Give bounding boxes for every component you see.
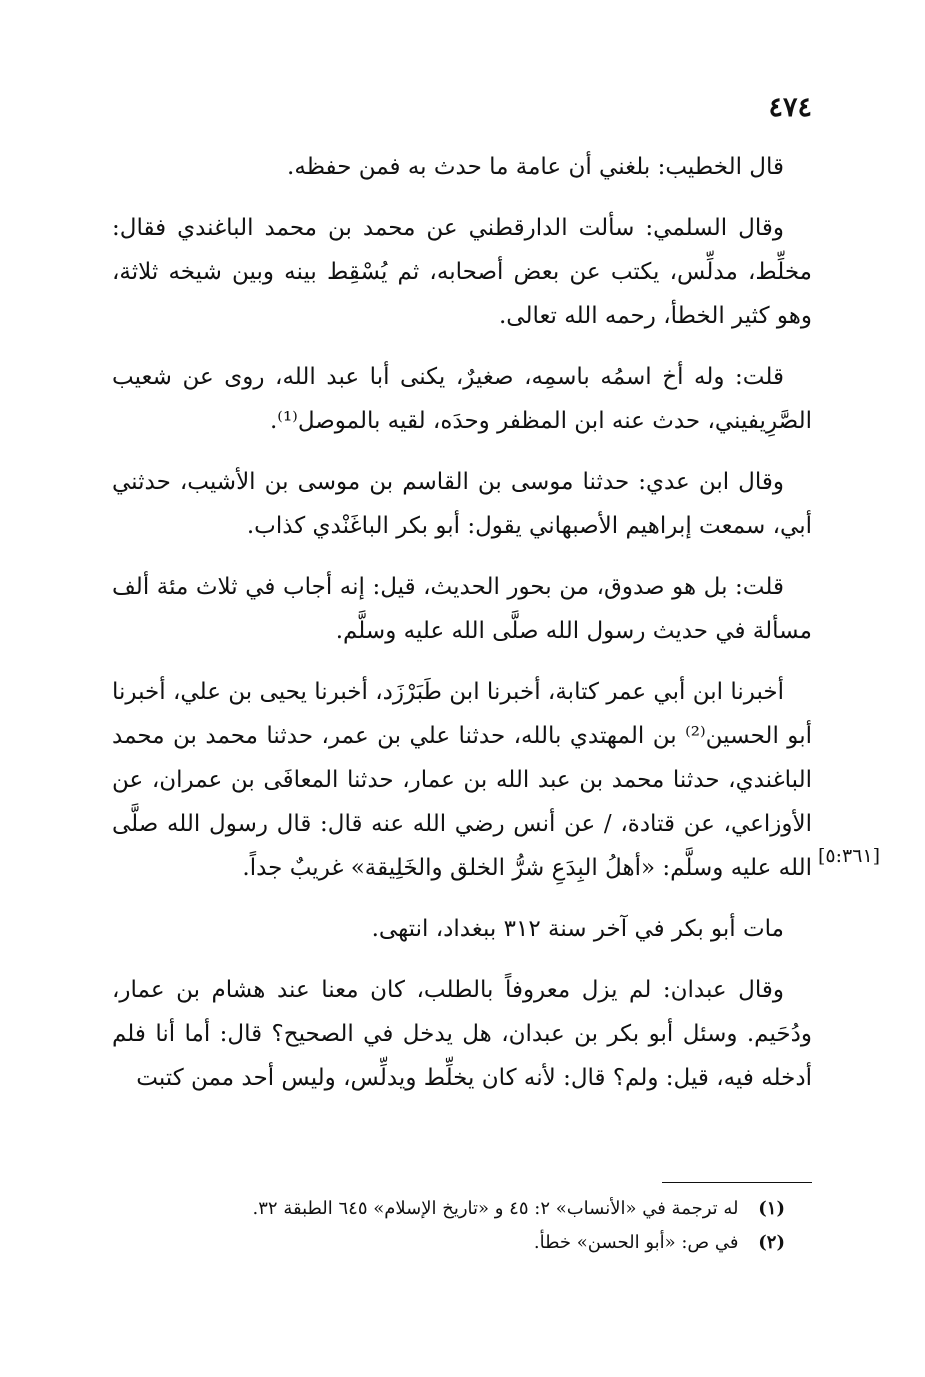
paragraph-6: أخبرنا ابن أبي عمر كتابة، أخبرنا ابن طَبَرْزَد، أخبرنا يحيى بن علي، أخبرنا أبو الحسين⁽²⁾ بن المهتدي بالله، حدثنا علي بن عمر، حدثنا محمد بن محمد الباغندي، حدثنا محمد بن عبد الله بن عمار، حدثنا المعافَى بن عمران، عن الأوزاعي، عن قتادة، / عن أنس رضي الله عنه قال: قال رسول الله صلَّى الله عليه وسلَّم: «أهلُ البِدَعِ شرُّ الخلق والخَلِيقة» غريبٌ جداً. — [112, 679, 812, 881]
paragraph-3: قلت: وله أخ اسمُه باسمِه، صغيرٌ، يكنى أبا عبد الله، روى عن شعيب الصَّرِيفيني، حدث عنه ابن المظفر وحدَه، لقيه بالموصل⁽¹⁾. — [112, 364, 812, 434]
footnotes — [125, 1192, 785, 1260]
page-number: ٤٧٤ — [768, 92, 812, 123]
footnote-text: في ص: «أبو الحسن» خطأ. — [533, 1232, 739, 1253]
footnote-1 — [125, 1192, 785, 1226]
paragraph-7: مات أبو بكر في آخر سنة ٣١٢ ببغداد، انتهى. — [371, 916, 784, 942]
paragraph-5: قلت: بل هو صدوق، من بحور الحديث، قيل: إنه أجاب في ثلاث مئة ألف مسألة في حديث رسول الله صلَّى الله عليه وسلَّم. — [112, 574, 812, 644]
footnote-2 — [125, 1226, 785, 1260]
paragraph-1: قال الخطيب: بلغني أن عامة ما حدث به فمن حفظه. — [287, 154, 784, 180]
paragraph-4: وقال ابن عدي: حدثنا موسى بن القاسم بن موسى بن الأشيب، حدثني أبي، سمعت إبراهيم الأصبهاني يقول: أبو بكر الباغَنْدي كذاب. — [112, 469, 812, 539]
footnote-number: (٢) — [758, 1232, 785, 1253]
main-text — [112, 145, 812, 1117]
paragraph-8: وقال عبدان: لم يزل معروفاً بالطلب، كان معنا عند هشام بن عمار، ودُحَيم. وسئل أبو بكر بن عبدان، هل يدخل في الصحيح؟ قال: أما أنا فلم أدخله فيه، قيل: ولم؟ قال: لأنه كان يخلِّط ويدلِّس، وليس أحد ممن كتبت — [112, 977, 812, 1091]
margin-reference: [٥:٣٦١] — [818, 845, 881, 867]
footnote-divider — [662, 1182, 812, 1183]
footnote-text: له ترجمة في «الأنساب» ٢: ٤٥ و «تاريخ الإسلام» ٦٤٥ الطبقة ٣٢. — [252, 1198, 739, 1219]
footnote-number: (١) — [758, 1198, 785, 1219]
paragraph-2: وقال السلمي: سألت الدارقطني عن محمد بن محمد الباغندي فقال: مخلِّط، مدلِّس، يكتب عن بعض أصحابه، ثم يُسْقِط بينه وبين شيخه ثلاثة، وهو كثير الخطأ، رحمه الله تعالى. — [112, 215, 812, 329]
